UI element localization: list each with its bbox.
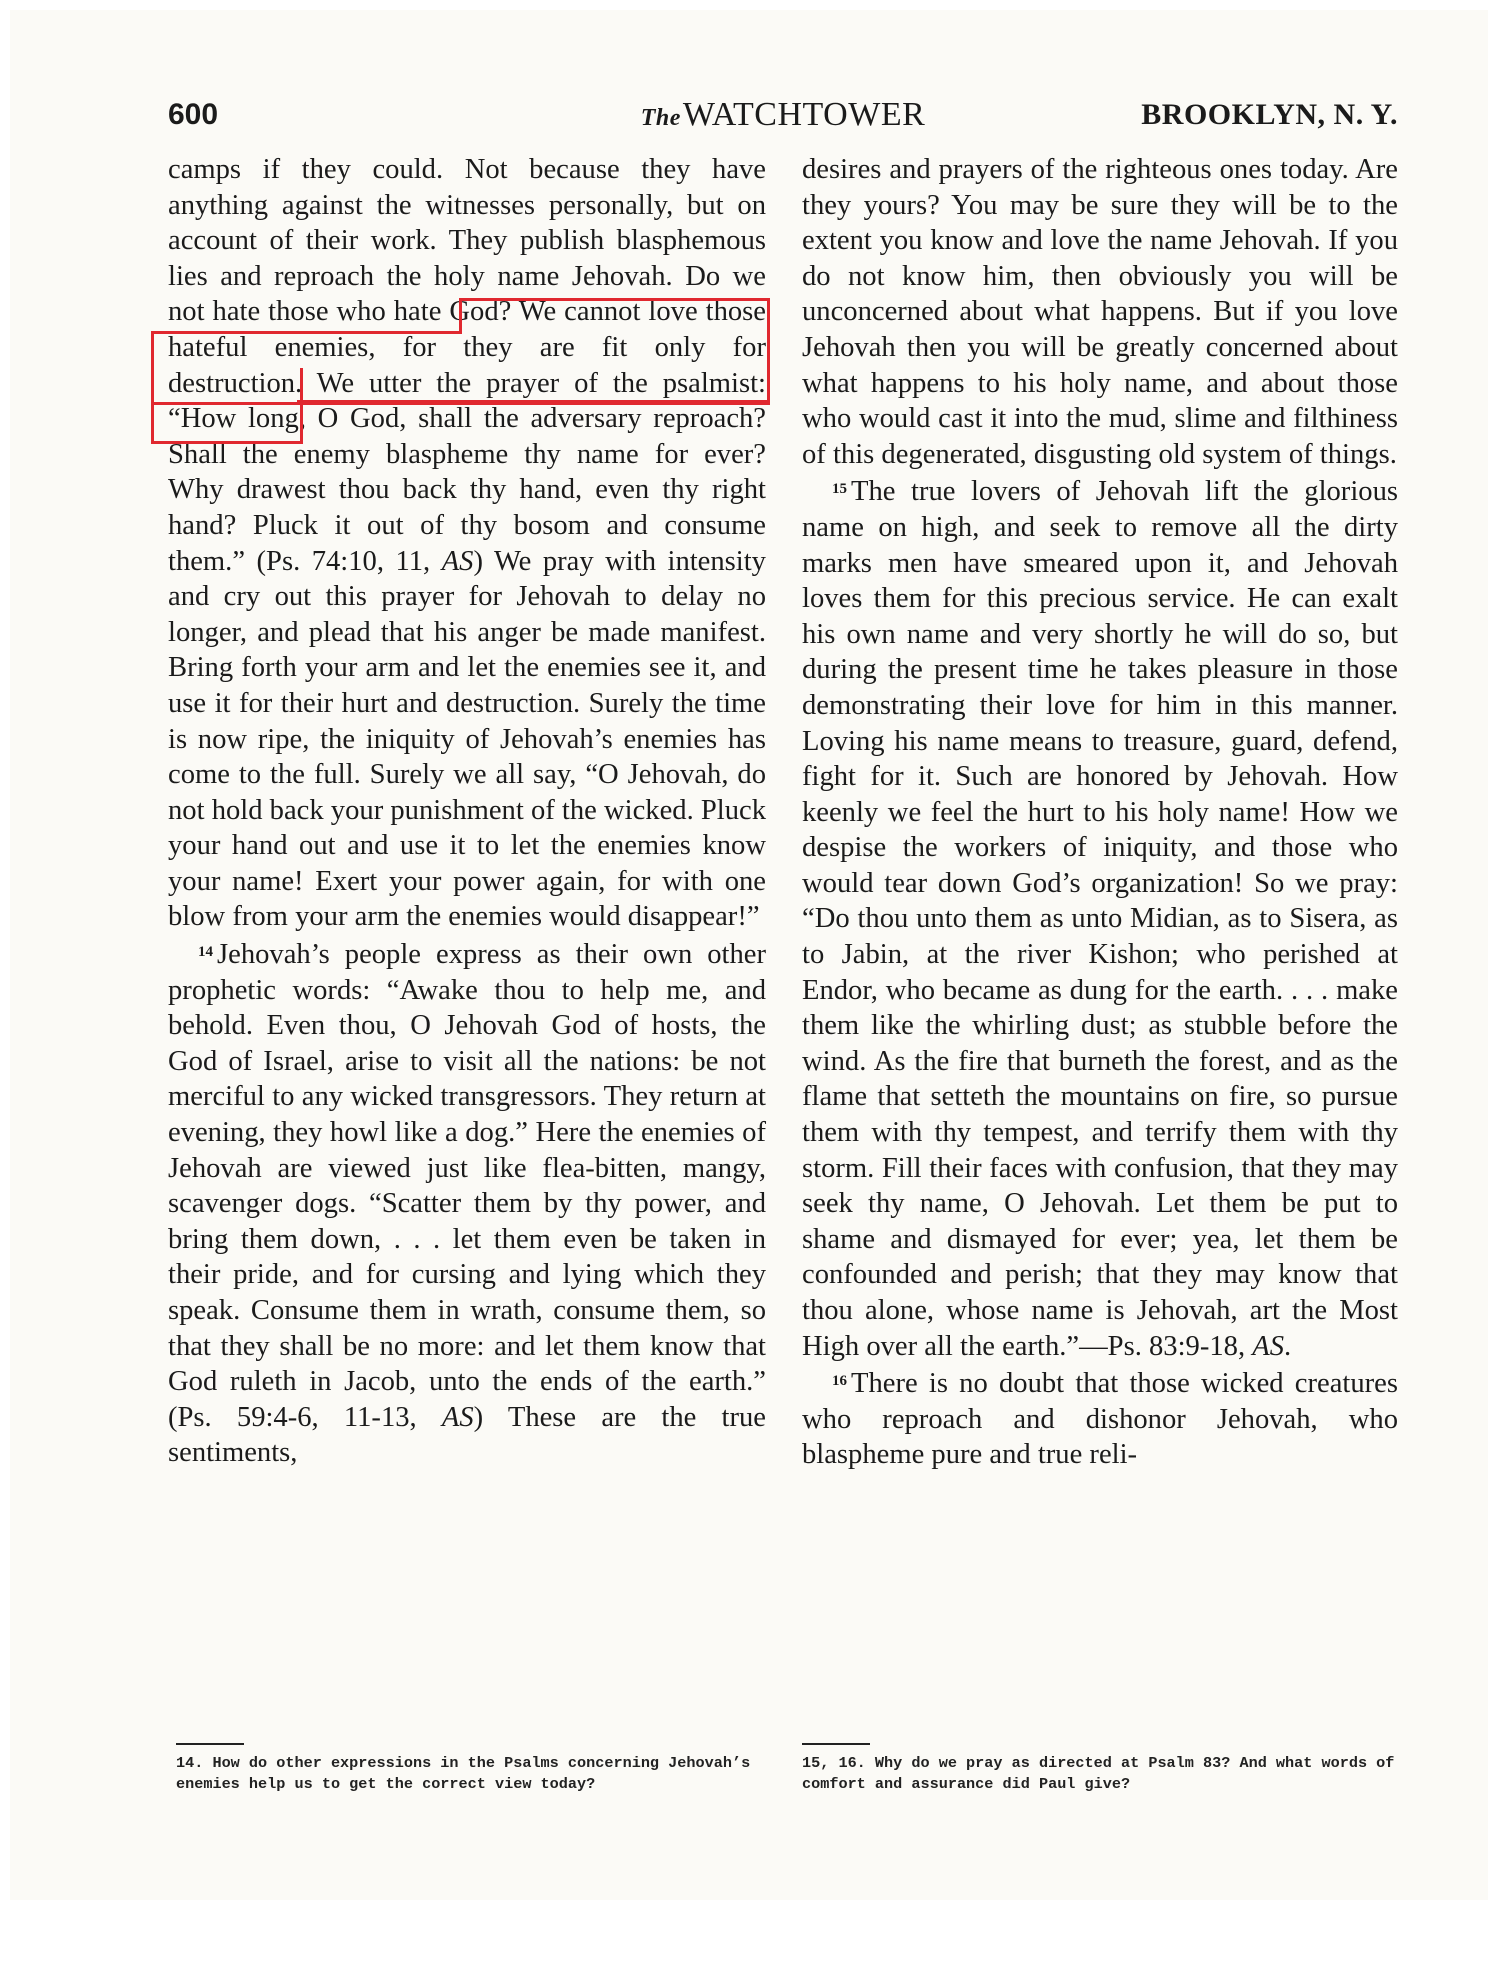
highlight-box-step-bottom [297,400,767,403]
masthead-title: WATCHTOWER [682,96,926,133]
paragraph-text-end: . [1284,1330,1292,1362]
highlight-box-step-top [151,331,462,334]
paragraph-13-continued [168,152,766,935]
page-header [168,98,1398,142]
paragraph-text: Jehovah’s people express as their own other prophetic words: “Awake thou to help me, and behold. Even thou, O Jehovah God of hosts, the God of Israel, arise to visit all the nations: be not merciful to any wicked transgressors. They return at evening, they howl like a dog.” Here the enemies of Jehovah are viewed just like flea-bitten, mangy, scavenger dogs. “Scatter them by thy power, and bring them down, . . . let them even be taken in their pride, and for cursing and lying which they speak. Consume them in wrath, consume them, so that they shall be no more: and let them know that God ruleth in Jacob, unto the ends of the earth.” (Ps. 59:4-6, 11-13, [168,939,766,1433]
footnote-divider-left [176,1743,244,1745]
left-column [168,152,766,1471]
study-question-right: 15, 16. Why do we pray as directed at Psalm 83? And what words of comfort and assurance did Paul give? [802,1754,1395,1793]
paragraph-number: 16 [832,1373,847,1390]
paragraph-14-continued: desires and prayers of the righteous ones today. Are they yours? You may be sure they will be to the extent you know and love the name Jehovah. If you do not know him, then obviously you will be unconcerned about what happens. But if you love Jehovah then you will be greatly concerned about what happens to his holy name, and about those who would cast it into the mud, slime and filthiness of this degenerated, disgusting old system of things. [802,154,1398,470]
paragraph-text: There is no doubt that those wicked creatures who reproach and dishonor Jehovah, who blaspheme pure and true reli- [802,1368,1398,1471]
paragraph-14 [168,935,766,1471]
text-after-highlight: We utter the prayer of the psalmist: “How long, O God, shall the adversary reproach? Shall the enemy blaspheme thy name for ever? Why drawest thou back thy hand, even thy right hand? Pluck it out of thy bosom and consume them.” (Ps. 74:10, 11, [168,367,766,577]
right-column [802,152,1398,1473]
publication-location: BROOKLYN, N. Y. [1141,98,1398,131]
study-question-left: 14. How do other expressions in the Psalms concerning Jehovah’s enemies help us to get the correct view today? [176,1754,751,1793]
version-reference: AS [441,1401,474,1433]
paragraph-text-end: ) These are the true sentiments, [168,1401,766,1469]
text-before-highlight: camps if they could. Not because they have anything against the witnesses personally, but on account of their work. They publish blasphemous lies and reproach the holy name Jehovah. [168,154,766,292]
text-after-reference: ) We pray with intensity and cry out this prayer for Jehovah to delay no longer, and plead that his anger be made manifest. Bring forth your arm and let the enemies see it, and use it for their hurt and destruction. Surely the time is now ripe, the iniquity of Jehovah’s enemies has come to the full. Surely we all say, “O Jehovah, do not hold back your punishment of the wicked. Pluck your hand out and use it to let the enemies know your name! Exert your power again, for with one blow from your arm the enemies would disappear!” [168,545,766,933]
paragraph-number: 14 [198,944,213,961]
version-reference: AS [441,545,474,577]
highlighted-text: Do we not hate those who hate God? We cannot love those hateful enemies, for they are fit only for destruction. [168,260,766,399]
footnote-divider-right [802,1743,870,1745]
version-reference: AS [1252,1330,1285,1362]
paragraph-16 [802,1364,1398,1473]
page-number: 600 [168,98,219,131]
paragraph-number: 15 [832,481,847,498]
paragraph-text: The true lovers of Jehovah lift the glorious name on high, and seek to remove all the dirty marks men have smeared upon it, and Jehovah loves them for this precious service. He can exalt his own name and very shortly he will do so, but during the present time he takes pleasure in those demonstrating their love for him in this manner. Loving his name means to treasure, guard, defend, fight for it. Such are honored by Jehovah. How keenly we feel the hurt to his holy name! How we despise the workers of iniquity, and those who would tear down God’s organization! So we pray: “Do thou unto them as unto Midian, as to Sisera, as to Jabin, at the river Kishon; who perished at Endor, who became as dung for the earth. . . . make them like the whirling dust; as stubble before the wind. As the fire that burneth the forest, and as the flame that setteth the mountains on fire, so pursue them with thy tempest, and terrify them with thy storm. Fill their faces with confusion, that they may seek thy name, O Jehovah. Let them be put to shame and dismayed for ever; yea, let them be confounded and perish; that they may know that thou alone, whose name is Jehovah, art the Most High over all the earth.”—Ps. 83:9-18, [802,476,1398,1362]
masthead-prefix: The [640,105,681,131]
paragraph-15 [802,472,1398,1364]
